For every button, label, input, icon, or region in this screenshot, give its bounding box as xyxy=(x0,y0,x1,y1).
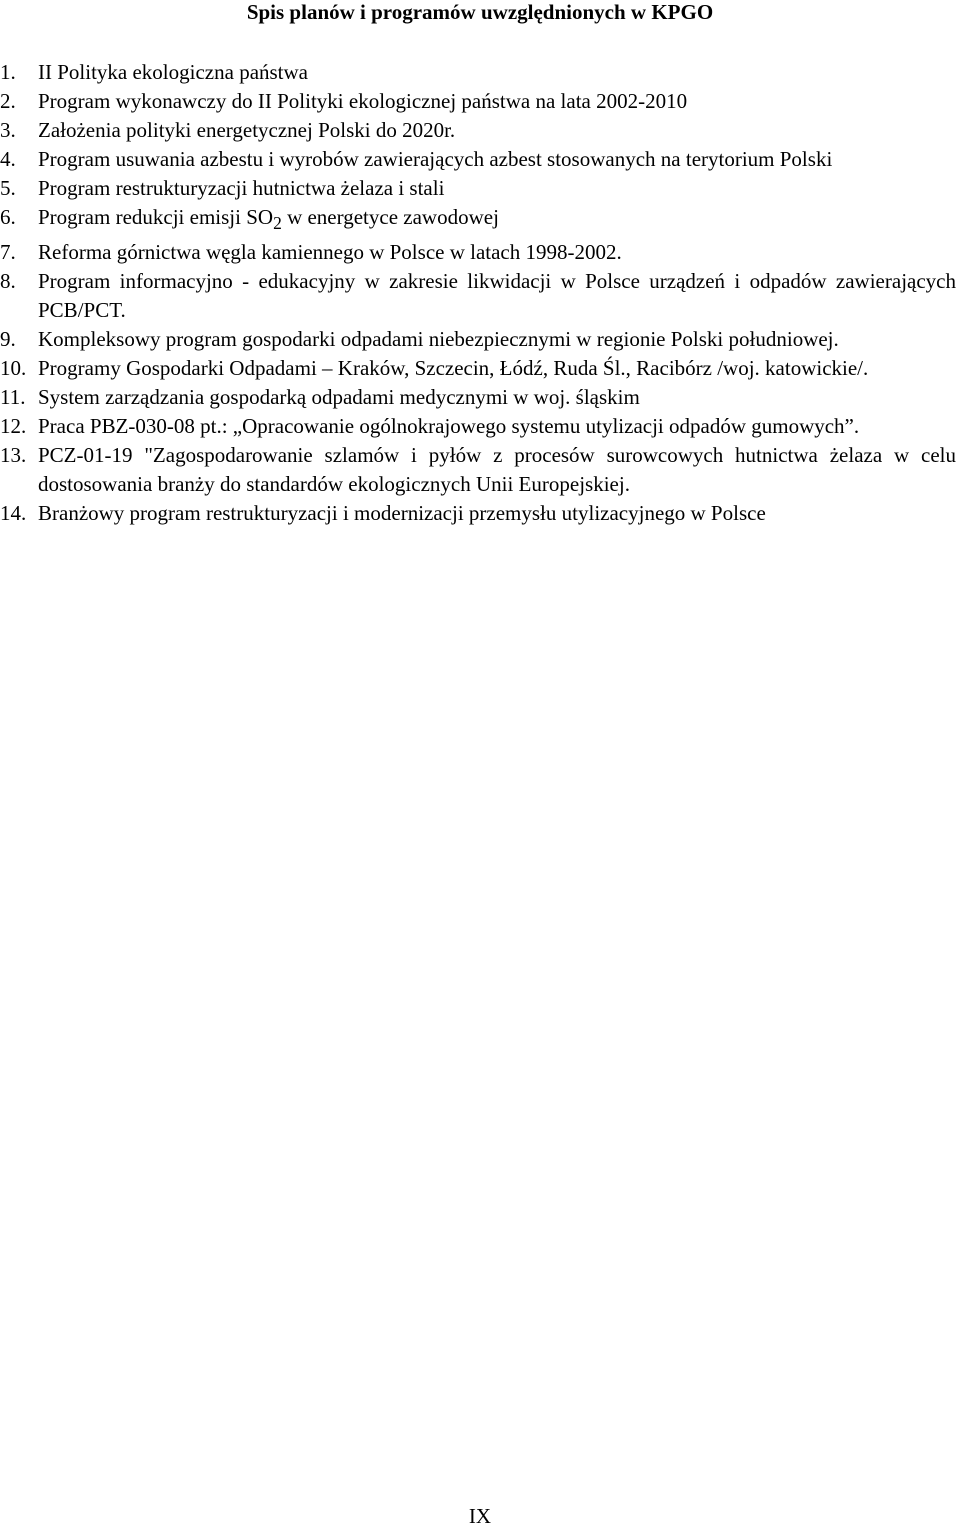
item-text: Program informacyjno - edukacyjny w zakresie likwidacji w Polsce urządzeń i odpadów zawierających PCB/PCT. xyxy=(38,269,956,323)
list-item xyxy=(0,354,956,383)
item-text: Program usuwania azbestu i wyrobów zawierających azbest stosowanych na terytorium Polski xyxy=(38,147,833,171)
item-text: Programy Gospodarki Odpadami – Kraków, Szczecin, Łódź, Ruda Śl., Racibórz /woj. katowickie/. xyxy=(38,356,869,381)
item-text: Reforma górnictwa węgla kamiennego w Polsce w latach 1998-2002. xyxy=(38,240,622,265)
list-item xyxy=(0,325,956,354)
list-item xyxy=(0,174,956,203)
list-item xyxy=(0,87,956,116)
item-text: Program wykonawczy do II Polityki ekologicznej państwa na lata 2002-2010 xyxy=(38,89,688,113)
page-number: IX xyxy=(468,1504,492,1528)
list-item xyxy=(0,145,956,174)
item-text-before: Program redukcji emisji SO xyxy=(38,205,274,229)
list-item xyxy=(0,58,956,87)
item-text xyxy=(38,203,956,238)
item-number: 10. xyxy=(0,356,27,381)
list-item xyxy=(0,203,956,238)
item-text: Praca PBZ-030-08 pt.: „Opracowanie ogólnokrajowego systemu utylizacji odpadów gumowych”. xyxy=(38,414,860,439)
item-text: PCZ-01-19 "Zagospodarowanie szlamów i pyłów z procesów surowcowych hutnictwa żelaza w celu dostosowania branży do standardów ekologicznych Unii Europejskiej. xyxy=(38,443,956,497)
item-text: Założenia polityki energetycznej Polski do 2020r. xyxy=(38,118,456,142)
list-item xyxy=(0,116,956,145)
item-number: 5. xyxy=(0,176,16,200)
list-item xyxy=(0,441,956,499)
item-text: Branżowy program restrukturyzacji i modernizacji przemysłu utylizacyjnego w Polsce xyxy=(38,501,766,526)
list-item xyxy=(0,238,956,267)
item-number: 7. xyxy=(0,240,16,265)
list-item xyxy=(0,412,956,441)
item-number: 6. xyxy=(0,205,16,229)
item-number: 2. xyxy=(0,89,16,113)
item-number: 11. xyxy=(0,385,26,410)
item-text: Program restrukturyzacji hutnictwa żelaza i stali xyxy=(38,176,445,200)
item-number: 14. xyxy=(0,501,27,526)
list-item xyxy=(0,383,956,412)
list-item xyxy=(0,267,956,325)
item-number: 12. xyxy=(0,414,27,439)
item-number: 13. xyxy=(0,443,27,468)
item-number: 9. xyxy=(0,327,16,352)
subscript: 2 xyxy=(273,213,282,234)
item-text: System zarządzania gospodarką odpadami medycznymi w woj. śląskim xyxy=(38,385,640,410)
item-text: II Polityka ekologiczna państwa xyxy=(38,60,309,84)
item-text: Kompleksowy program gospodarki odpadami niebezpiecznymi w regionie Polski południowej. xyxy=(38,327,839,352)
plan-list xyxy=(0,58,956,528)
item-text-after: w energetyce zawodowej xyxy=(281,205,499,229)
list-item xyxy=(0,499,956,528)
item-number: 1. xyxy=(0,60,16,84)
page-title: Spis planów i programów uwzględnionych w KPGO xyxy=(246,0,714,24)
item-number: 3. xyxy=(0,118,16,142)
item-number: 8. xyxy=(0,269,16,294)
item-number: 4. xyxy=(0,147,16,171)
